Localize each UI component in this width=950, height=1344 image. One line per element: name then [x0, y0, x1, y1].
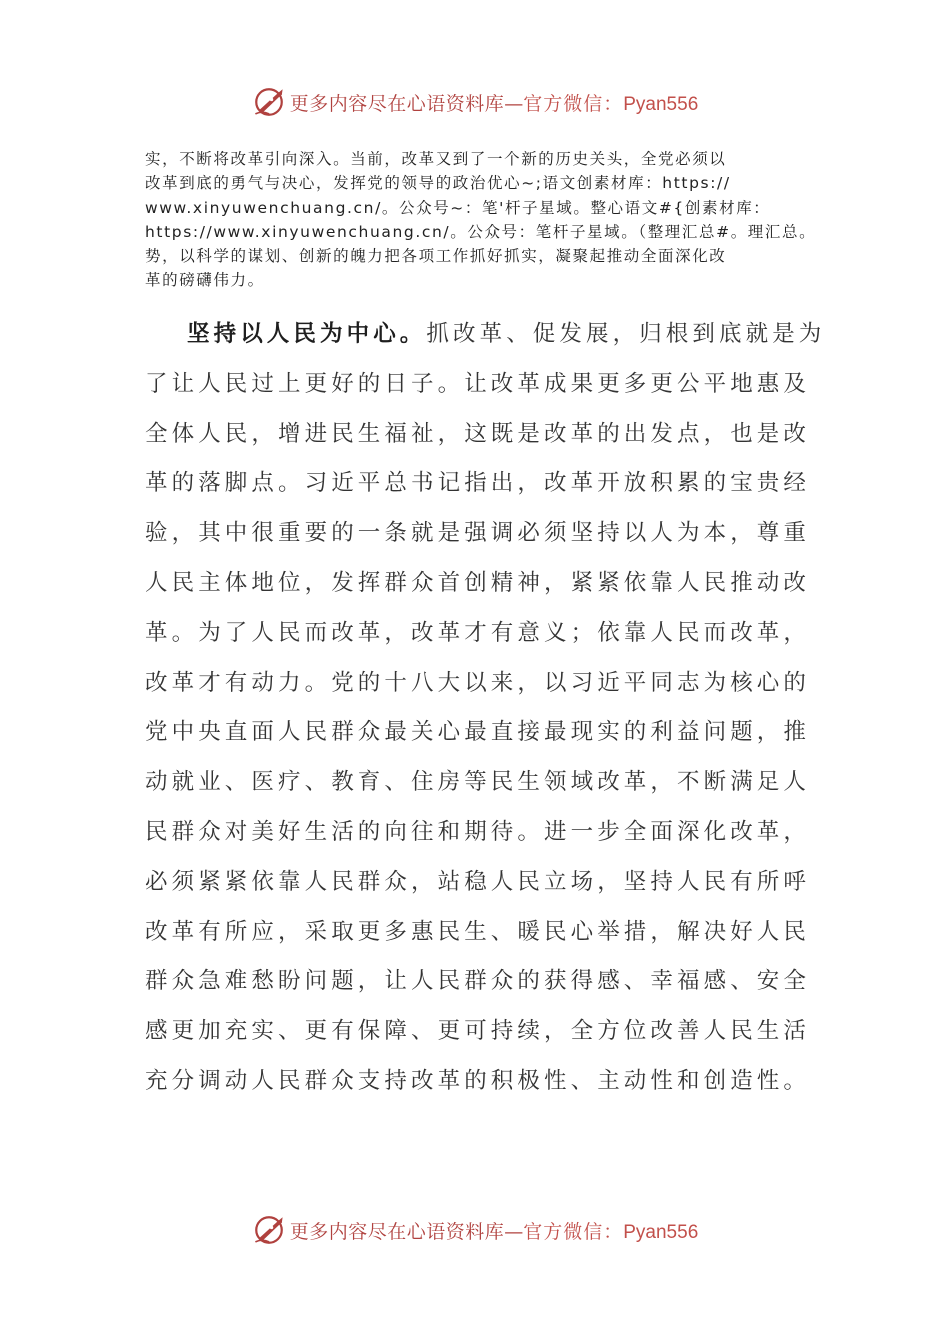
pen-nib-logo-icon	[252, 85, 286, 119]
header-banner-text	[290, 89, 699, 116]
main-line: 人民主体地位，发挥群众首创精神，紧紧依靠人民推动改	[145, 569, 811, 596]
footer-banner-text	[290, 1217, 699, 1244]
intro-line: https://www.xinyuwenchuang.cn/。公众号：笔杆子星域。（整理汇总#。理汇总。	[145, 222, 817, 241]
lead-heading: 坚持以人民为中心。	[187, 321, 427, 347]
main-line: 动就业、医疗、教育、住房等民生领域改革，不断满足人	[145, 769, 811, 796]
header-wechat-id: Pyan556	[623, 93, 699, 115]
pen-nib-logo-icon	[252, 1213, 286, 1247]
main-line: 充分调动人民群众支持改革的积极性、主动性和创造性。	[145, 1067, 811, 1094]
main-first-line	[145, 310, 826, 360]
intro-line: 改革到底的勇气与决心，发挥党的领导的政治优心~;语文创素材库：https://	[145, 174, 731, 193]
intro-paragraph	[145, 147, 815, 293]
footer-wechat-label: 官方微信：	[523, 1220, 624, 1243]
header-wechat-label: 官方微信：	[523, 92, 624, 115]
main-line: 党中央直面人民群众最关心最直接最现实的利益问题，推	[145, 719, 811, 746]
footer-banner	[0, 1210, 950, 1250]
intro-line: 实，不断将改革引向深入。当前，改革又到了一个新的历史关头，全党必须以	[145, 150, 727, 168]
main-line: 全体人民，增进民生福祉，这既是改革的出发点，也是改	[145, 420, 811, 447]
intro-line: 势，以科学的谋划、创新的魄力把各项工作抓好抓实，凝聚起推动全面深化改	[145, 247, 727, 266]
main-line: 了让人民过上更好的日子。让改革成果更多更公平地惠及	[145, 370, 811, 397]
footer-wechat-id: Pyan556	[623, 1221, 699, 1243]
header-brand: 更多内容尽在心语资料库	[289, 92, 505, 115]
main-line: 感更加充实、更有保障、更可持续，全方位改善人民生活	[145, 1018, 811, 1045]
first-line-rest: 抓改革、促发展，归根到底就是为	[426, 321, 826, 347]
main-line: 改革才有动力。党的十八大以来，以习近平同志为核心的	[145, 669, 811, 696]
intro-line: www.xinyuwenchuang.cn/。公众号~：笔'杆子星域。整心语文#{创素材库：	[145, 198, 771, 217]
main-line: 验，其中很重要的一条就是强调必须坚持以人为本，尊重	[145, 520, 811, 547]
header-banner	[0, 82, 950, 122]
footer-brand: 更多内容尽在心语资料库	[289, 1220, 505, 1243]
main-line: 革的落脚点。习近平总书记指出，改革开放积累的宝贵经	[145, 470, 811, 497]
main-line: 改革有所应，采取更多惠民生、暖民心举措，解决好人民	[145, 918, 811, 945]
main-line: 必须紧紧依靠人民群众，站稳人民立场，坚持人民有所呼	[145, 868, 811, 895]
main-line: 民群众对美好生活的向往和期待。进一步全面深化改革，	[145, 818, 811, 845]
header-dash: —	[504, 92, 524, 115]
intro-line: 革的磅礴伟力。	[145, 271, 265, 290]
main-line: 革。为了人民而改革，改革才有意义；依靠人民而改革，	[145, 619, 811, 646]
main-paragraph	[145, 310, 826, 1107]
footer-dash: —	[504, 1220, 524, 1243]
main-line: 群众急难愁盼问题，让人民群众的获得感、幸福感、安全	[145, 968, 811, 995]
